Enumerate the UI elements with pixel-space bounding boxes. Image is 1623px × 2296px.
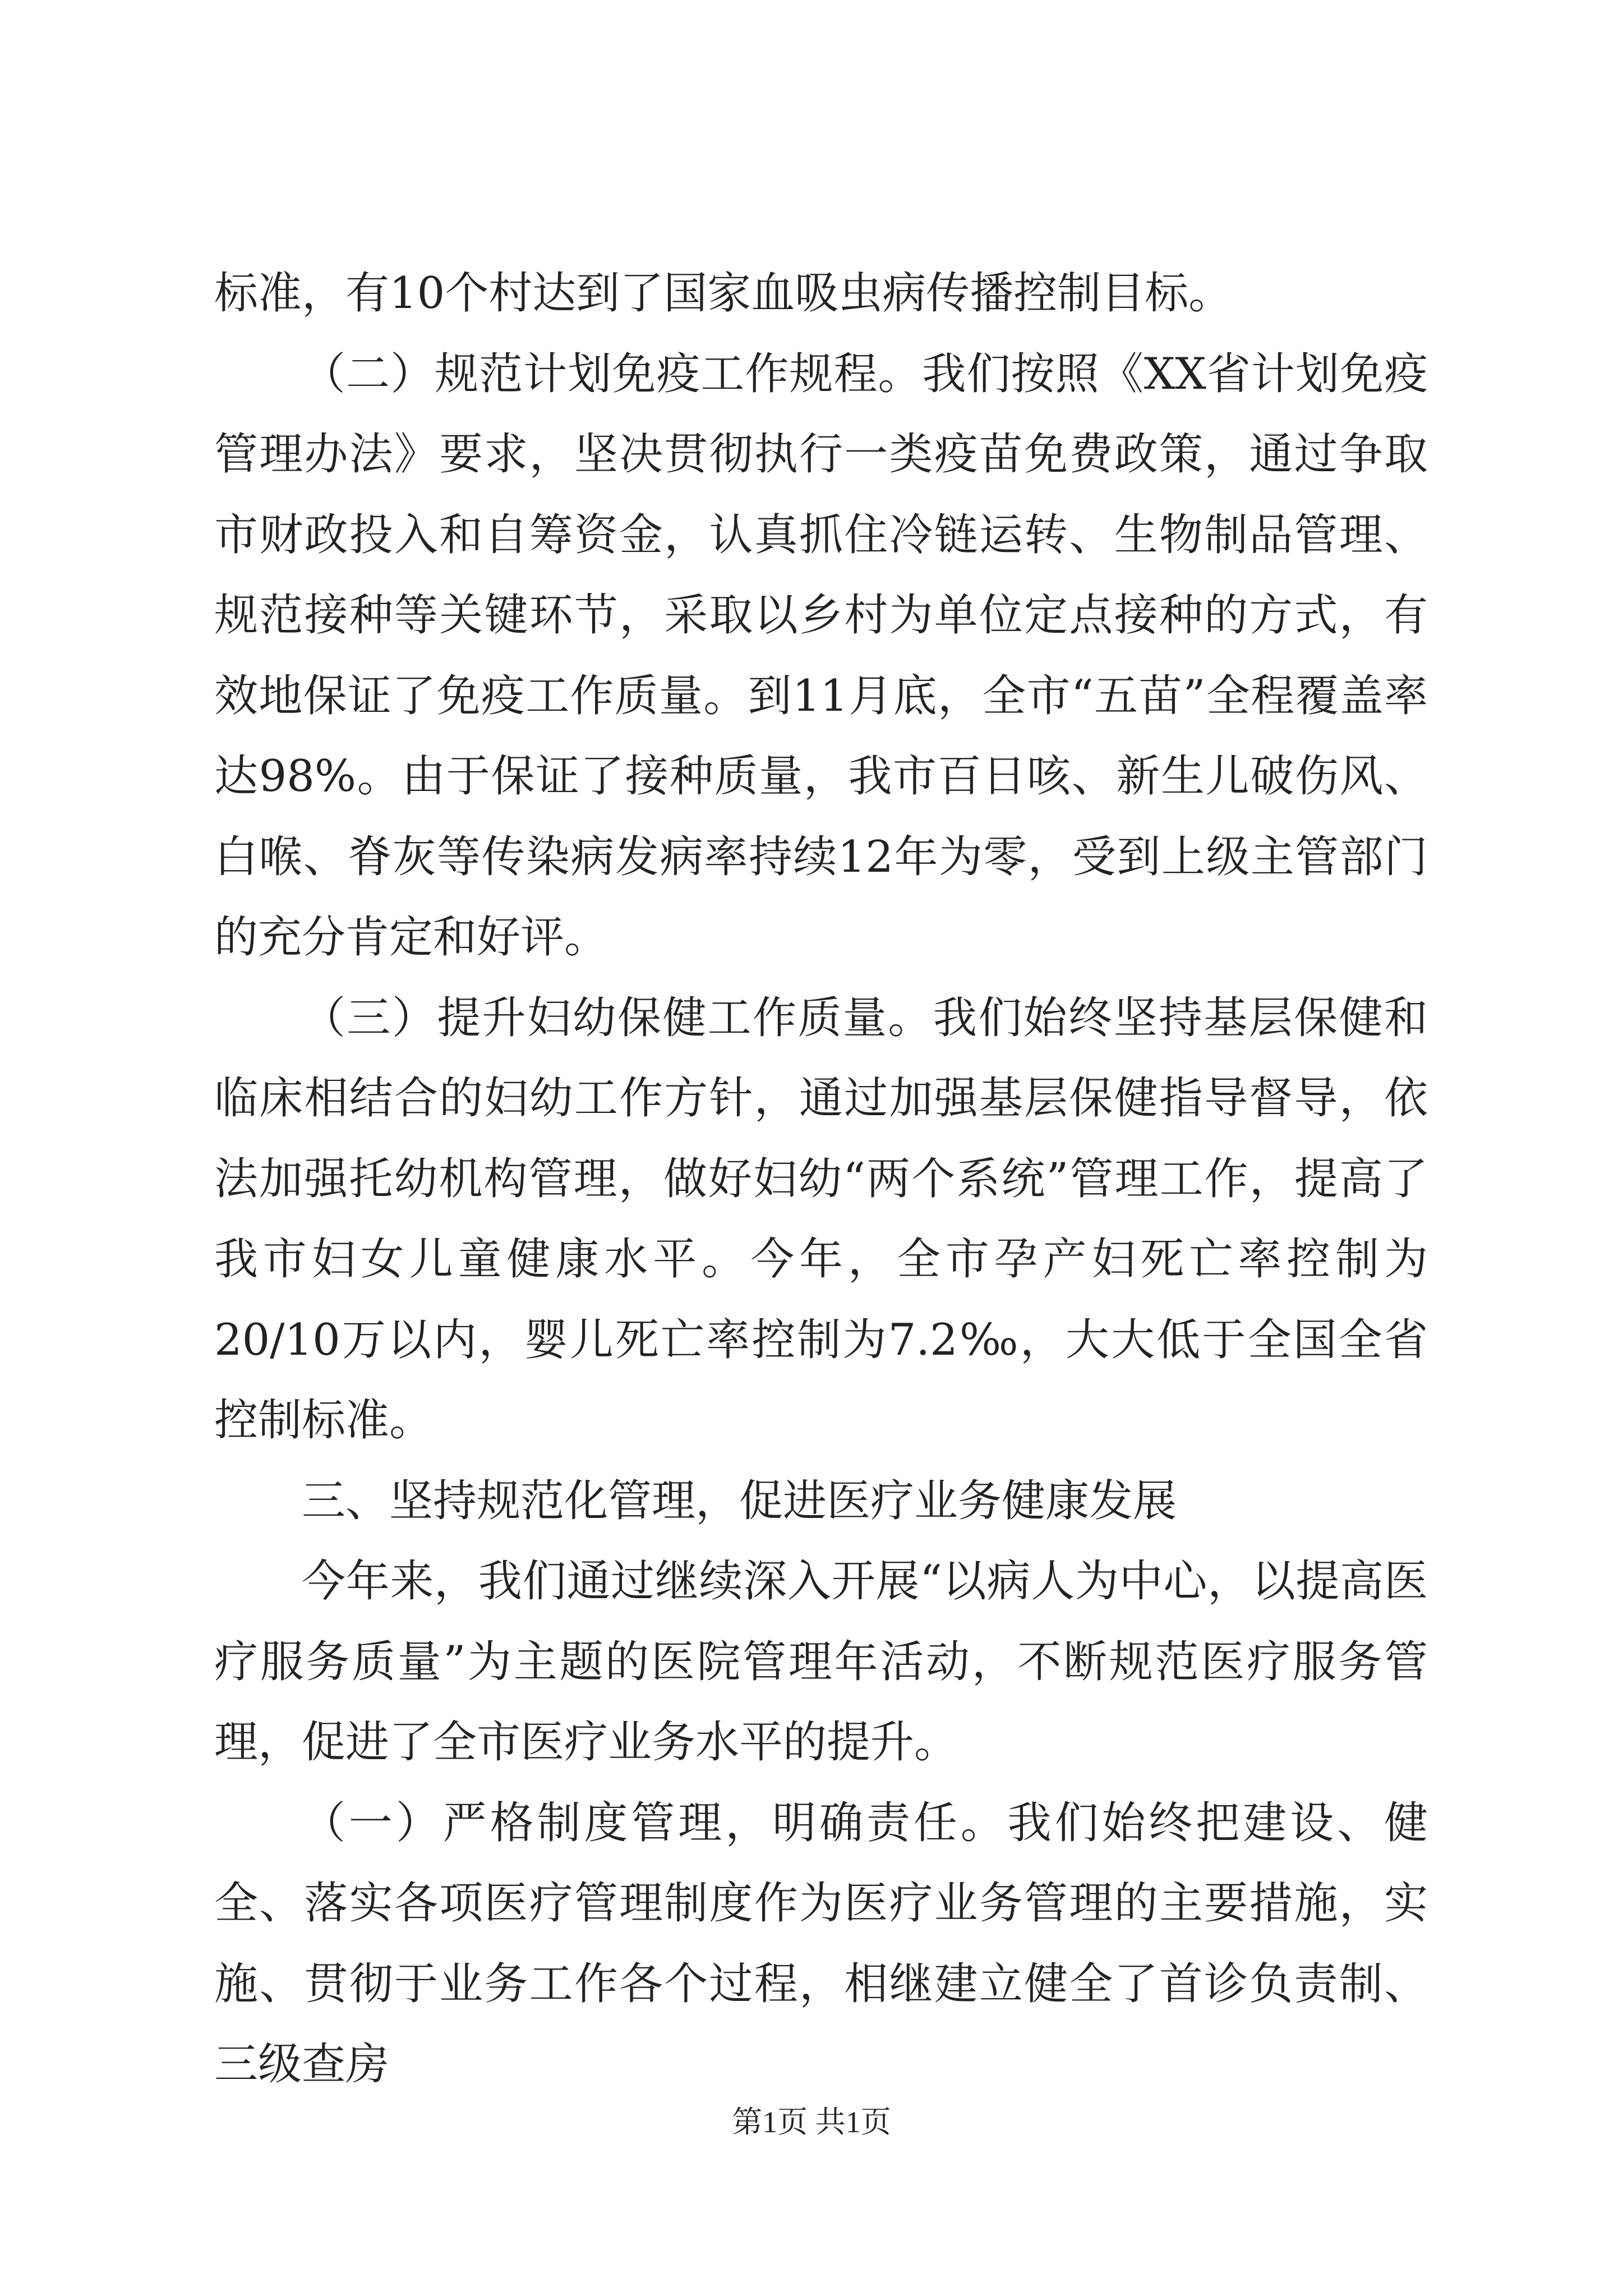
paragraph-continuation: 标准，有10个村达到了国家血吸虫病传播控制目标。	[214, 268, 1233, 319]
section-heading: 三、坚持规范化管理，促进医疗业务健康发展	[302, 1475, 1177, 1526]
paragraph-maternal-child-health: （三）提升妇幼保健工作质量。我们始终坚持基层保健和临床相结合的妇幼工作方针，通过加强基层保健指导督导，依法加强托幼机构管理，做好妇幼“两个系统”管理工作，提高了我市妇女儿童健康水平。今年，全市孕产妇死亡率控制为20/10万以内，婴儿死亡率控制为7.2‰，大大低于全国全省控制标准。	[214, 992, 1428, 1446]
paragraph-hospital-management: 今年来，我们通过继续深入开展“以病人为中心，以提高医疗服务质量”为主题的医院管理年活动，不断规范医疗服务管理，促进了全市医疗业务水平的提升。	[214, 1556, 1428, 1768]
paragraph-system-management: （一）严格制度管理，明确责任。我们始终把建设、健全、落实各项医疗管理制度作为医疗业务管理的主要措施，实施、贯彻于业务工作各个过程，相继建立健全了首诊负责制、三级查房	[214, 1797, 1428, 2090]
document-body	[214, 254, 1428, 2105]
page-footer: 第1页 共1页	[732, 2105, 891, 2139]
paragraph-immunization: （二）规范计划免疫工作规程。我们按照《XX省计划免疫管理办法》要求，坚决贯彻执行一类疫苗免费政策，通过争取市财政投入和自筹资金，认真抓住冷链运转、生物制品管理、规范接种等关键环节，采取以乡村为单位定点接种的方式，有效地保证了免疫工作质量。到11月底，全市“五苗”全程覆盖率达98%。由于保证了接种质量，我市百日咳、新生儿破伤风、白喉、脊灰等传染病发病率持续12年为零，受到上级主管部门的充分肯定和好评。	[214, 348, 1428, 963]
